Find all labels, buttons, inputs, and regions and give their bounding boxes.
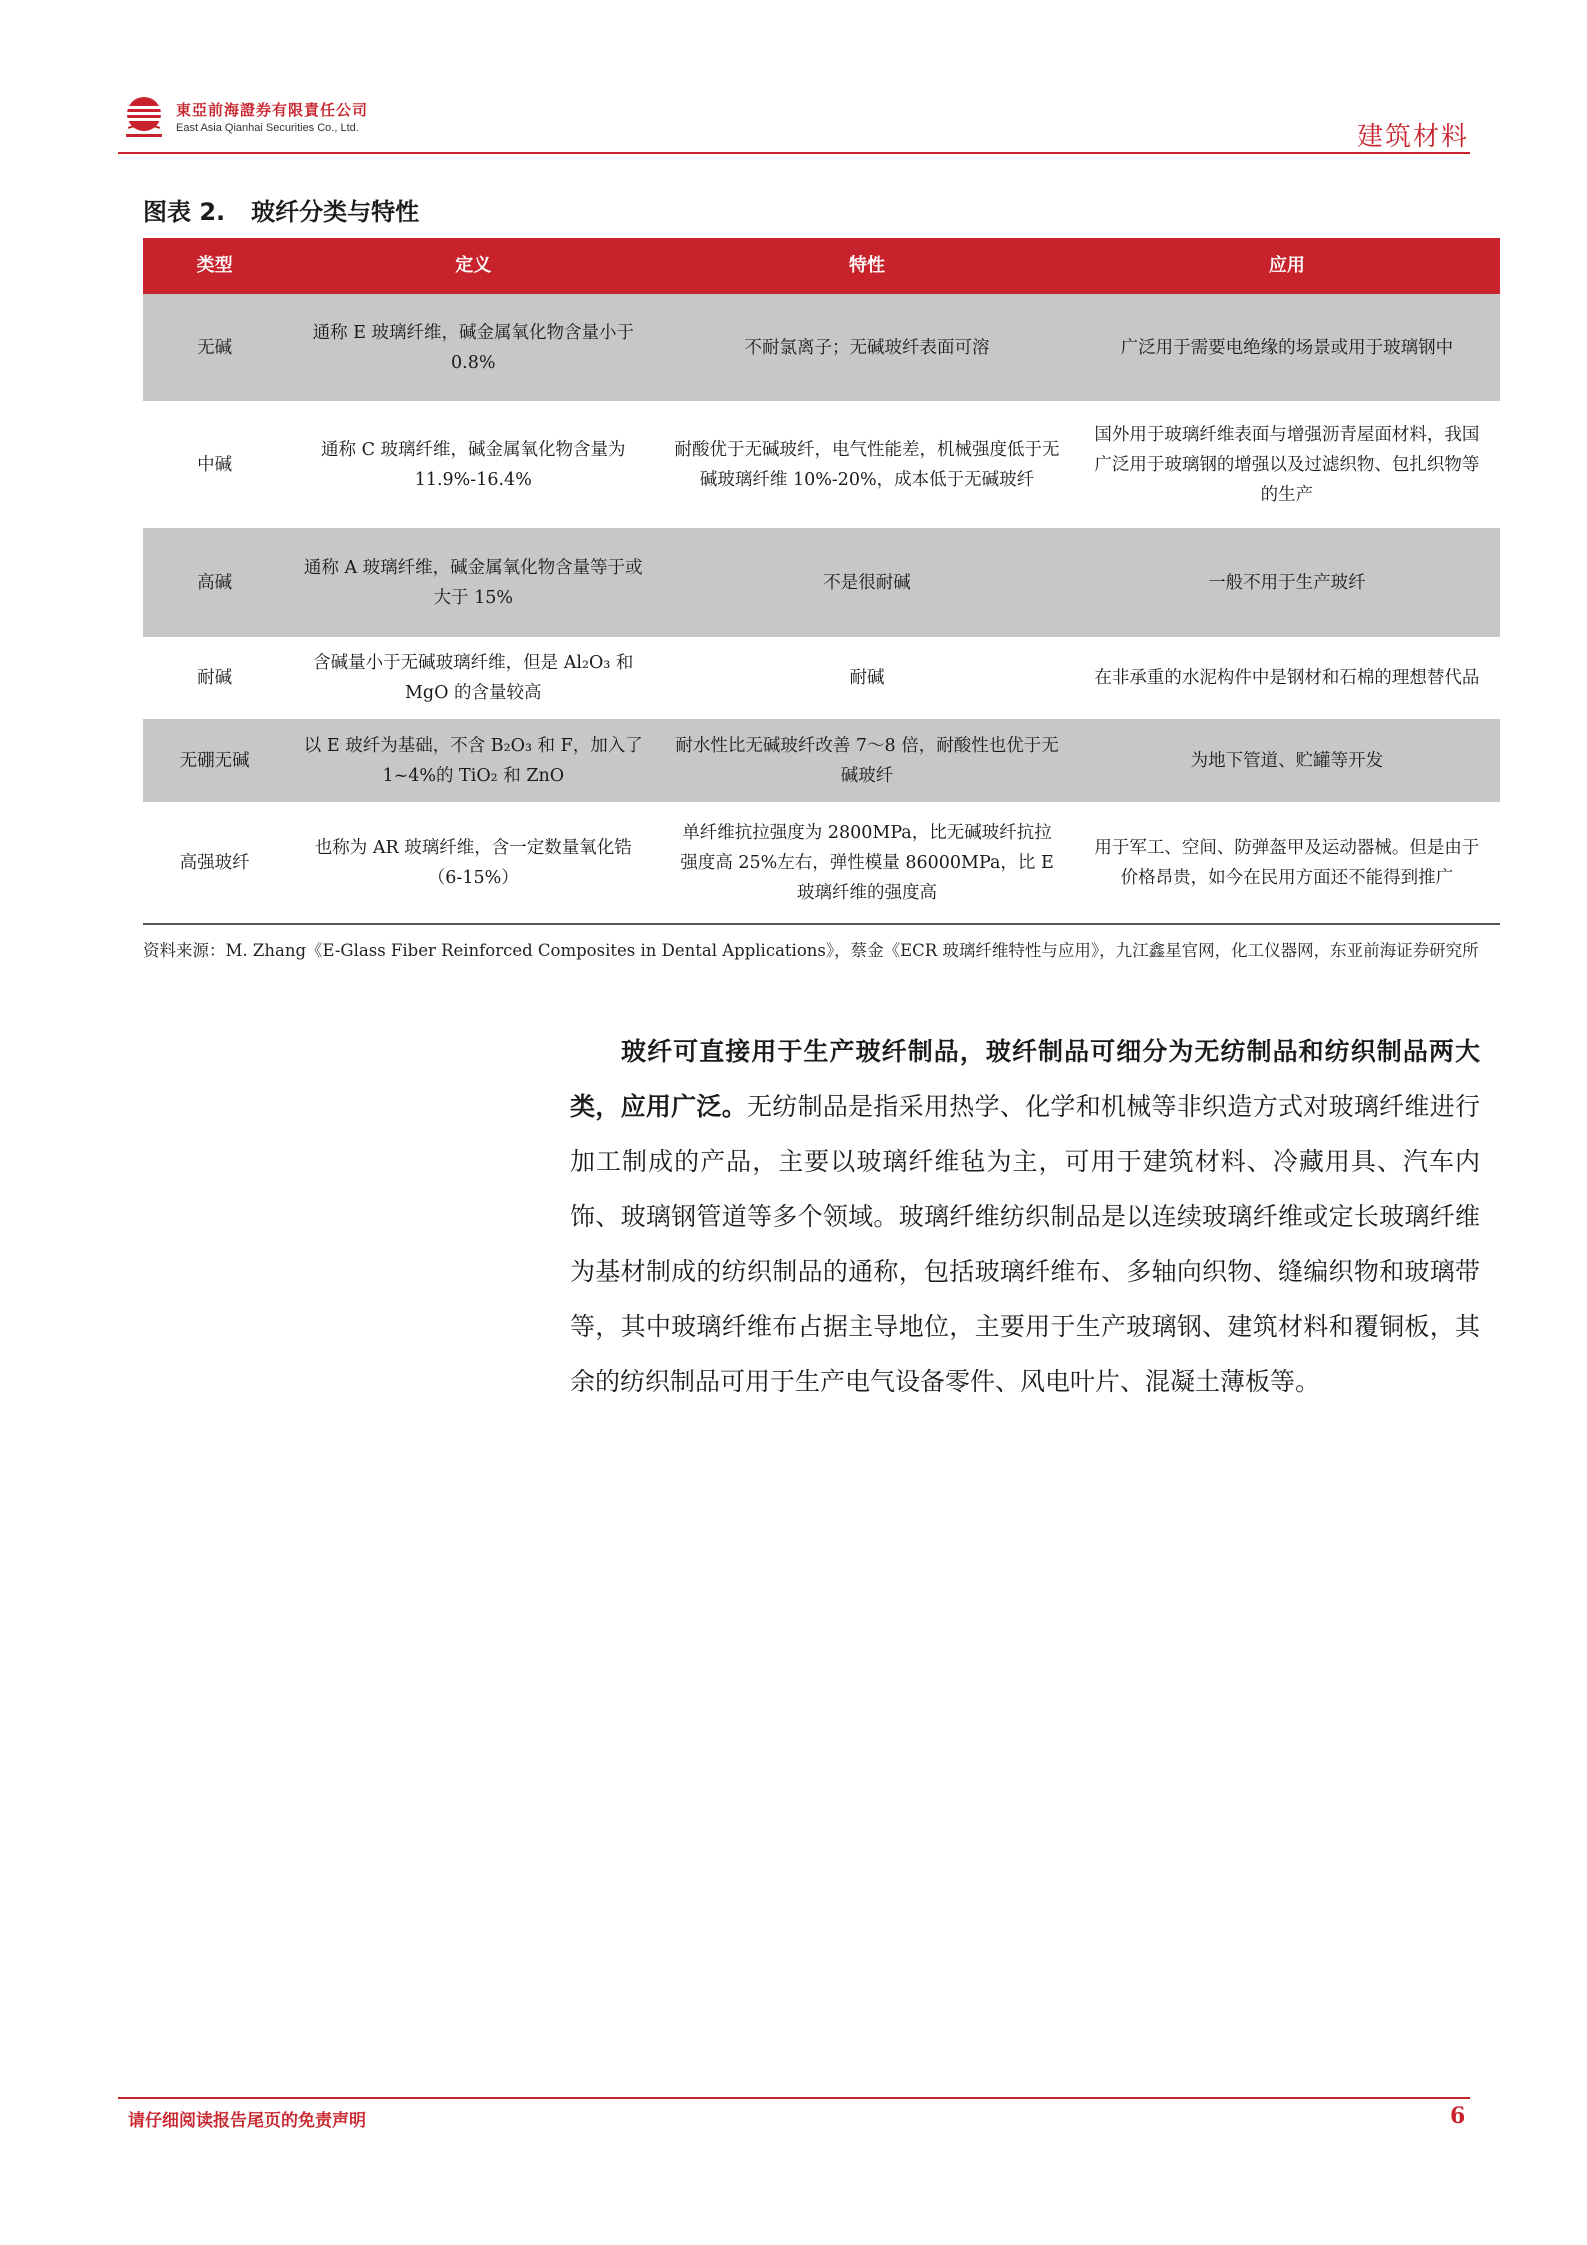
page-header [0,0,1587,160]
company-name-cn: 東亞前海證券有限責任公司 [176,100,369,119]
table-row [143,294,1500,401]
footer-divider [118,2097,1470,2099]
cell-feature: 不耐氯离子；无碱玻纤表面可溶 [660,294,1073,401]
cell-type: 中碱 [143,401,286,528]
cell-feature: 单纤维抗拉强度为 2800MPa，比无碱玻纤抗拉强度高 25%左右，弹性模量 86000MPa，比 E 玻璃纤维的强度高 [660,802,1073,924]
sector-label: 建筑材料 [1356,122,1469,152]
company-logo [120,92,368,140]
cell-application: 国外用于玻璃纤维表面与增强沥青屋面材料，我国广泛用于玻璃钢的增强以及过滤织物、包扎织物等的生产 [1074,401,1500,528]
table-row [143,528,1500,637]
cell-feature: 不是很耐碱 [660,528,1073,637]
table-header-row [143,238,1500,294]
table-row [143,719,1500,802]
disclaimer-note: 请仔细阅读报告尾页的免责声明 [128,2111,366,2131]
cell-type: 高强玻纤 [143,802,286,924]
company-name-en: East Asia Qianhai Securities Co., Ltd. [176,121,359,134]
cell-definition: 含碱量小于无碱玻璃纤维，但是 Al₂O₃ 和 MgO 的含量较高 [286,637,660,719]
paragraph-lead: 玻纤可直接用于生产玻纤制品，玻纤制品可细分为无纺制品和纺织制品两大类，应用广泛。 [570,1037,1480,1121]
cell-application: 为地下管道、贮罐等开发 [1074,719,1500,802]
cell-type: 高碱 [143,528,286,637]
body-paragraph [570,1024,1480,1409]
cell-type: 耐碱 [143,637,286,719]
cell-definition: 通称 C 玻璃纤维，碱金属氧化物含量为 11.9%-16.4% [286,401,660,528]
cell-feature: 耐水性比无碱玻纤改善 7～8 倍，耐酸性也优于无碱玻纤 [660,719,1073,802]
cell-definition: 也称为 AR 玻璃纤维，含一定数量氧化锆（6-15%） [286,802,660,924]
cell-definition: 以 E 玻纤为基础，不含 B₂O₃ 和 F，加入了 1~4%的 TiO₂ 和 ZnO [286,719,660,802]
cell-definition: 通称 E 玻璃纤维，碱金属氧化物含量小于 0.8% [286,294,660,401]
table-row [143,802,1500,924]
cell-definition: 通称 A 玻璃纤维，碱金属氧化物含量等于或大于 15% [286,528,660,637]
header-feature: 特性 [660,238,1073,294]
table-row [143,637,1500,719]
source-note: 资料来源：M. Zhang《E-Glass Fiber Reinforced Composites in Dental Applications》，蔡金《ECR 玻璃纤维特性与应用》，九江鑫星官网，化工仪器网，东亚前海证券研究所 [143,941,1479,960]
cell-application: 用于军工、空间、防弹盔甲及运动器械。但是由于价格昂贵，如今在民用方面还不能得到推广 [1074,802,1500,924]
globe-logo-icon [120,92,168,140]
cell-application: 在非承重的水泥构件中是钢材和石棉的理想替代品 [1074,637,1500,719]
cell-application: 广泛用于需要电绝缘的场景或用于玻璃钢中 [1074,294,1500,401]
figure-caption: 玻纤分类与特性 [251,198,420,226]
cell-type: 无碱 [143,294,286,401]
fiber-classification-table [143,238,1500,925]
cell-feature: 耐碱 [660,637,1073,719]
header-divider [118,152,1470,154]
cell-feature: 耐酸优于无碱玻纤，电气性能差，机械强度低于无碱玻璃纤维 10%-20%，成本低于无碱玻纤 [660,401,1073,528]
paragraph-body: 无纺制品是指采用热学、化学和机械等非织造方式对玻璃纤维进行加工制成的产品，主要以玻璃纤维毡为主，可用于建筑材料、冷藏用具、汽车内饰、玻璃钢管道等多个领域。玻璃纤维纺织制品是以连续玻璃纤维或定长玻璃纤维为基材制成的纺织制品的通称，包括玻璃纤维布、多轴向织物、缝编织物和玻璃带等，其中玻璃纤维布占据主导地位，主要用于生产玻璃钢、建筑材料和覆铜板，其余的纺织制品可用于生产电气设备零件、风电叶片、混凝土薄板等。 [570,1092,1480,1396]
header-definition: 定义 [286,238,660,294]
page-number: 6 [1450,2103,1466,2129]
table-row [143,401,1500,528]
figure-number: 图表 2. [143,198,226,226]
header-application: 应用 [1074,238,1500,294]
header-type: 类型 [143,238,286,294]
cell-type: 无硼无碱 [143,719,286,802]
figure-title [143,192,419,227]
cell-application: 一般不用于生产玻纤 [1074,528,1500,637]
